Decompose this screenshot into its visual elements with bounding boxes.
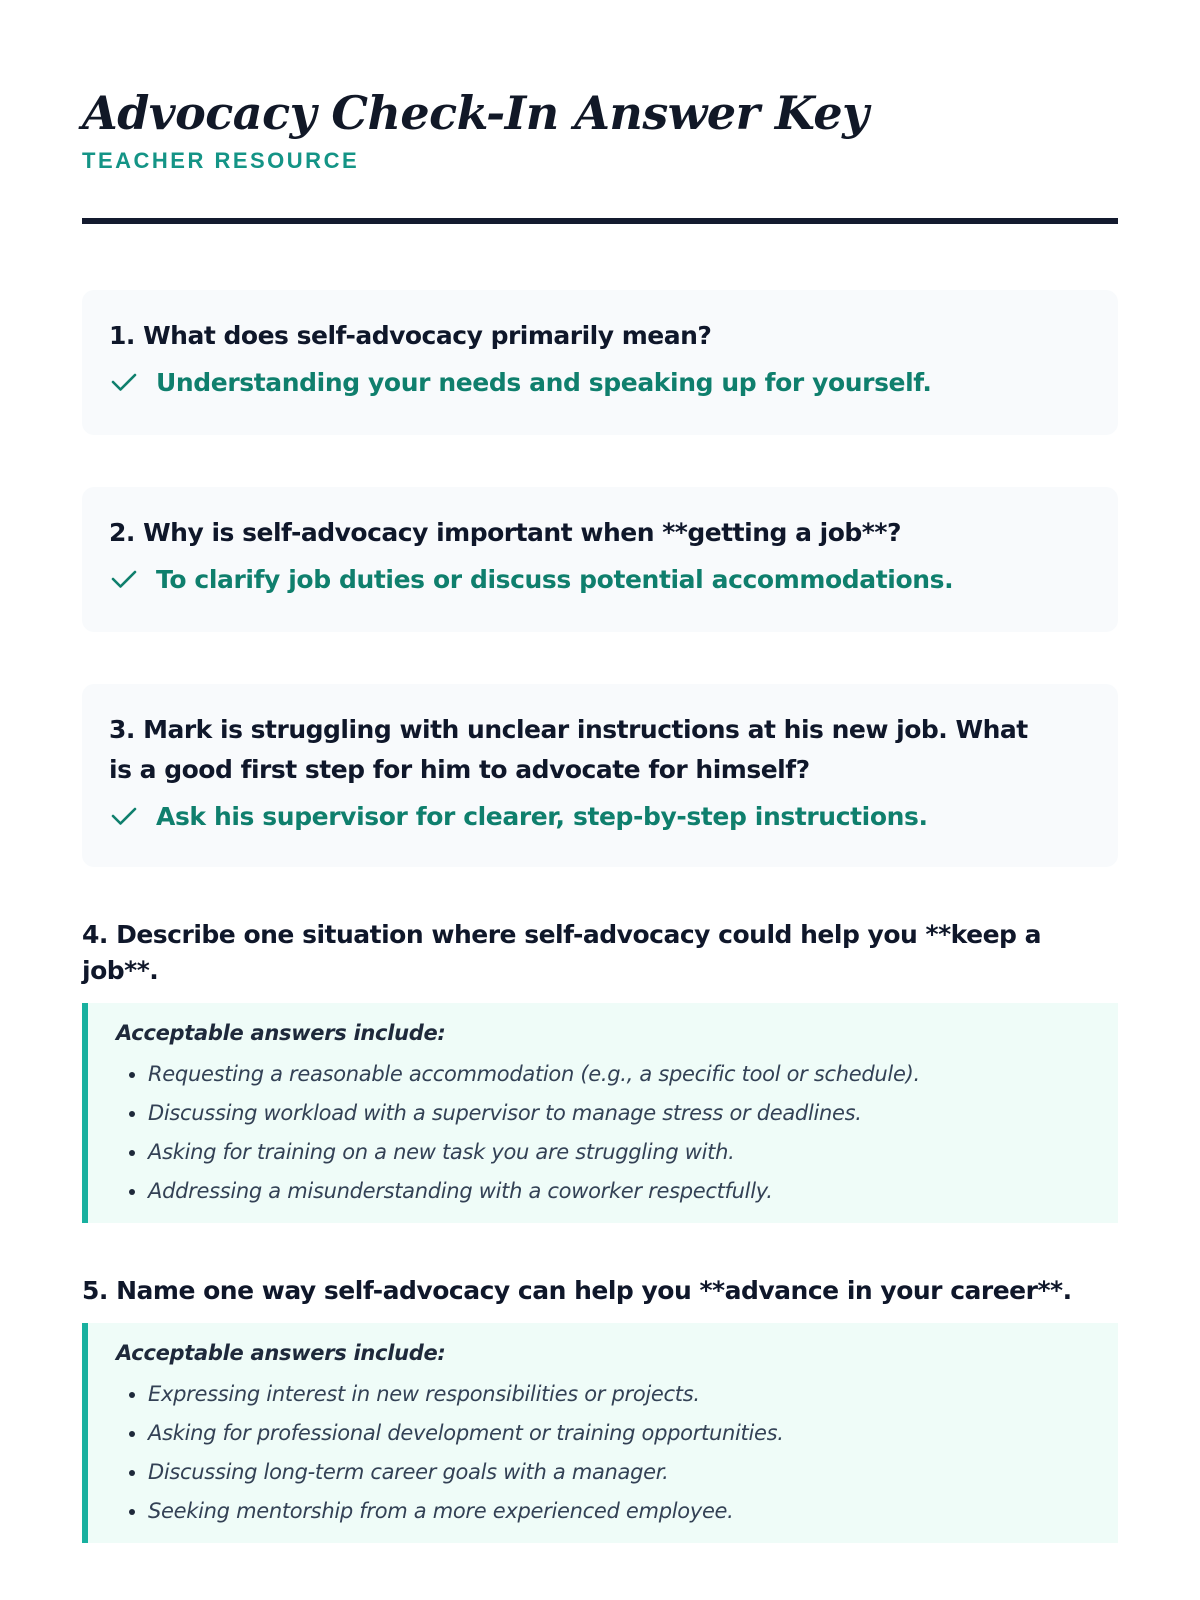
question-text: 2. Why is self-advocacy important when **getting a job**? bbox=[109, 518, 901, 547]
page-subtitle: TEACHER RESOURCE bbox=[82, 148, 360, 173]
correct-answer bbox=[109, 564, 1091, 594]
acceptable-answers-lead: Acceptable answers include: bbox=[116, 1021, 446, 1045]
answer-text: To clarify job duties or discuss potential accommodations. bbox=[156, 564, 954, 594]
question-text: 3. Mark is struggling with unclear instructions at his new job. What is a good first step for him to advocate for himself? bbox=[109, 715, 1028, 784]
question-card-3 bbox=[82, 684, 1118, 867]
question-text: 5. Name one way self-advocacy can help you **advance in your career**. bbox=[82, 1276, 1072, 1305]
checkmark-icon bbox=[109, 801, 139, 831]
correct-answer bbox=[109, 801, 1091, 831]
page-title: Advocacy Check-In Answer Key bbox=[82, 86, 869, 140]
acceptable-answers-list bbox=[116, 1055, 1098, 1211]
question-text: 1. What does self-advocacy primarily mean? bbox=[109, 321, 712, 350]
list-item: • Asking for professional development or training opportunities. bbox=[148, 1414, 1098, 1453]
answer-text: Understanding your needs and speaking up for yourself. bbox=[156, 367, 932, 397]
acceptable-answers-list bbox=[116, 1375, 1098, 1531]
acceptable-answers-box bbox=[82, 1323, 1118, 1543]
list-item: • Seeking mentorship from a more experienced employee. bbox=[148, 1492, 1098, 1531]
acceptable-answers-lead: Acceptable answers include: bbox=[116, 1341, 446, 1365]
header-divider bbox=[82, 218, 1118, 224]
list-item: • Expressing interest in new responsibilities or projects. bbox=[148, 1375, 1098, 1414]
checkmark-icon bbox=[109, 367, 139, 397]
open-question-4 bbox=[82, 917, 1118, 1223]
answer-text: Ask his supervisor for clearer, step-by-step instructions. bbox=[156, 801, 928, 831]
open-question-5 bbox=[82, 1273, 1118, 1543]
acceptable-answers-box bbox=[82, 1003, 1118, 1223]
list-item: • Discussing long-term career goals with a manager. bbox=[148, 1453, 1098, 1492]
question-text: 4. Describe one situation where self-advocacy could help you **keep a job**. bbox=[82, 920, 1041, 985]
checkmark-icon bbox=[109, 564, 139, 594]
correct-answer bbox=[109, 367, 1091, 397]
question-card-2 bbox=[82, 487, 1118, 632]
question-card-1 bbox=[82, 290, 1118, 435]
list-item: • Requesting a reasonable accommodation (e.g., a specific tool or schedule). bbox=[148, 1055, 1098, 1094]
list-item: • Discussing workload with a supervisor to manage stress or deadlines. bbox=[148, 1094, 1098, 1133]
list-item: • Addressing a misunderstanding with a coworker respectfully. bbox=[148, 1172, 1098, 1211]
list-item: • Asking for training on a new task you are struggling with. bbox=[148, 1133, 1098, 1172]
